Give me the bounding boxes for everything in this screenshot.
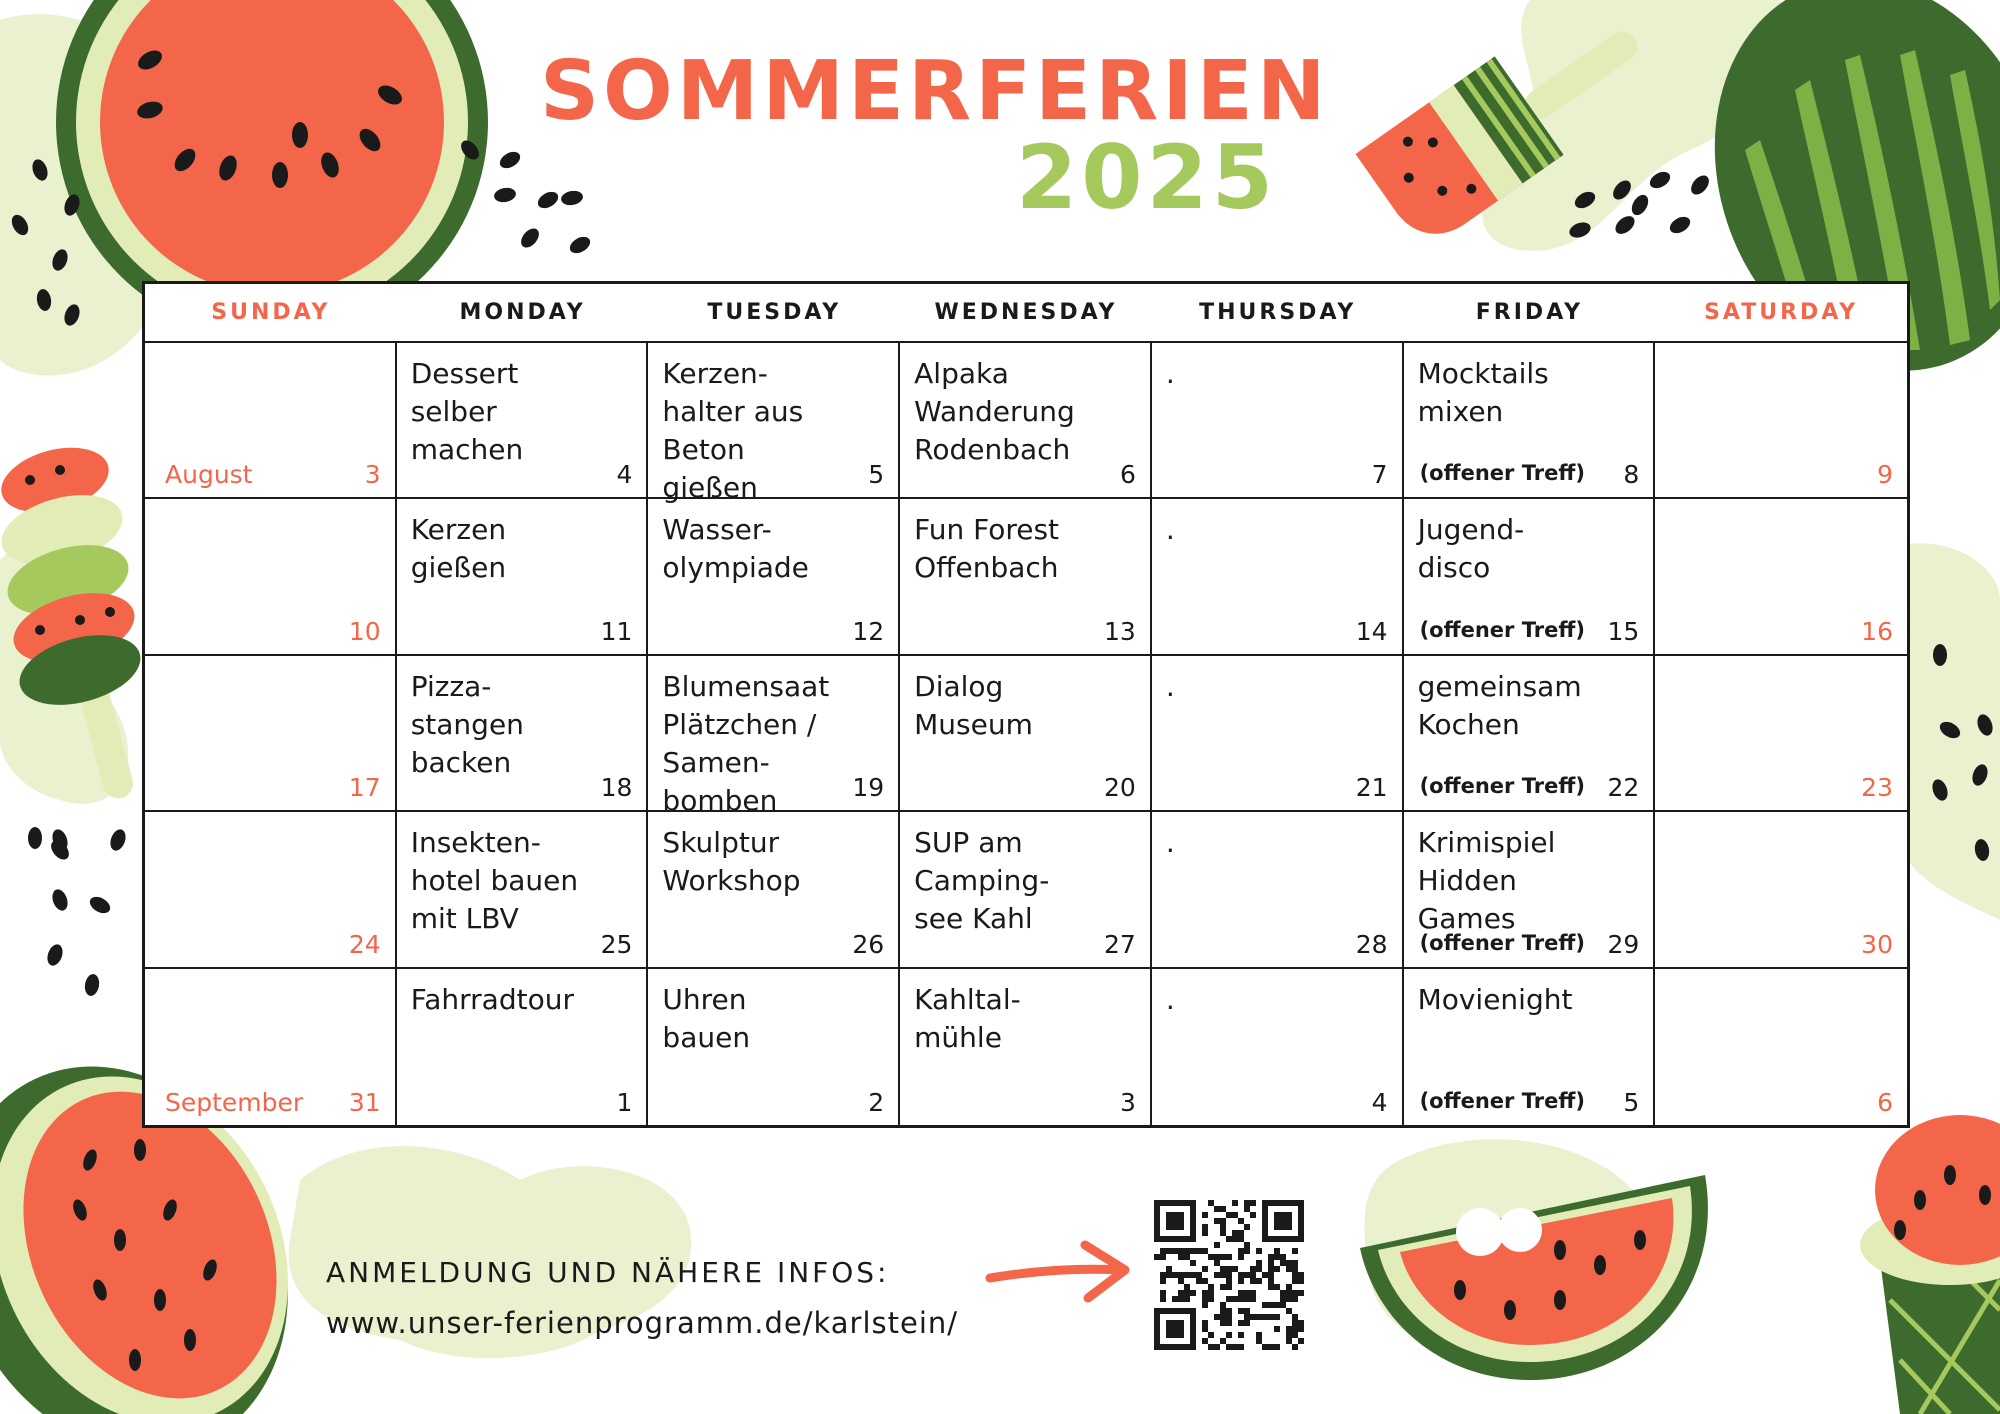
day-number: 22 <box>1607 773 1640 803</box>
day-number: 29 <box>1607 929 1640 959</box>
event-text: . <box>1165 982 1175 1016</box>
event-text: Insekten- hotel bauen mit LBV <box>410 826 579 936</box>
month-label: September <box>165 1087 304 1117</box>
day-number: 13 <box>1104 616 1136 646</box>
page-title: SOMMERFERIEN <box>540 44 1330 139</box>
day-cell <box>1152 343 1404 499</box>
day-cell <box>648 812 900 968</box>
footer-label: ANMELDUNG UND NÄHERE INFOS: <box>326 1256 890 1289</box>
event-text: Mocktails mixen <box>1417 357 1549 428</box>
event-text: Jugend- disco <box>1417 513 1525 585</box>
day-cell <box>145 656 397 812</box>
day-cell <box>648 499 900 655</box>
day-cell <box>1404 499 1656 655</box>
calendar-grid <box>142 281 1910 1128</box>
day-number: 5 <box>868 460 885 490</box>
event-text: Kerzen- halter aus Beton gießen <box>662 357 804 504</box>
event-text: Dialog Museum <box>914 669 1033 741</box>
event-text: Kerzen gießen <box>410 513 507 585</box>
day-number: 27 <box>1104 929 1136 959</box>
day-cell <box>1152 499 1404 655</box>
event-text: Blumensaat Plätzchen / Samen- bomben <box>662 669 830 817</box>
day-number: 11 <box>600 616 633 646</box>
weekday-header: MONDAY <box>397 284 649 343</box>
event-text: Pizza- stangen backen <box>410 669 524 779</box>
event-note: (offener Treff) <box>1419 1088 1585 1113</box>
day-cell <box>1655 812 1907 968</box>
weekday-header: SUNDAY <box>145 284 397 343</box>
day-cell <box>397 969 649 1125</box>
day-number: 24 <box>348 929 381 959</box>
weekday-header: FRIDAY <box>1404 284 1656 343</box>
day-number: 6 <box>1877 1087 1893 1117</box>
event-text: Uhren bauen <box>662 982 751 1054</box>
ice-cream-icon <box>1860 1115 2000 1414</box>
day-number: 19 <box>852 773 885 803</box>
day-number: 7 <box>1371 460 1388 490</box>
event-text: Movienight <box>1417 982 1573 1016</box>
day-cell <box>145 969 397 1125</box>
arrow-icon <box>990 1245 1125 1298</box>
event-text: . <box>1165 513 1175 547</box>
day-number: 21 <box>1355 773 1388 803</box>
day-cell <box>397 812 649 968</box>
event-text: Krimispiel Hidden Games <box>1417 826 1556 936</box>
day-number: 1 <box>616 1087 633 1117</box>
event-text: gemeinsam Kochen <box>1417 669 1582 741</box>
day-number: 23 <box>1861 773 1893 803</box>
event-text: . <box>1165 826 1175 860</box>
day-cell <box>1655 656 1907 812</box>
event-text: Wasser- olympiade <box>662 513 809 585</box>
event-note: (offener Treff) <box>1419 930 1585 955</box>
weekday-header: THURSDAY <box>1152 284 1404 343</box>
day-number: 3 <box>364 460 381 490</box>
day-cell <box>648 969 900 1125</box>
day-number: 28 <box>1355 929 1388 959</box>
day-cell <box>648 656 900 817</box>
day-number: 5 <box>1623 1087 1640 1117</box>
day-cell <box>145 812 397 968</box>
event-note: (offener Treff) <box>1419 774 1585 799</box>
event-text: Kahltal- mühle <box>914 982 1021 1054</box>
event-text: Fun Forest Offenbach <box>914 513 1060 585</box>
day-number: 18 <box>600 773 633 803</box>
day-cell <box>397 343 649 499</box>
event-text: Alpaka Wanderung Rodenbach <box>914 357 1075 466</box>
day-cell <box>397 499 649 655</box>
day-number: 31 <box>348 1087 381 1117</box>
day-number: 6 <box>1119 460 1136 490</box>
day-number: 17 <box>348 773 381 803</box>
day-cell <box>145 343 397 499</box>
day-cell <box>1404 969 1656 1125</box>
footer-url[interactable]: www.unser-ferienprogramm.de/karlstein/ <box>326 1306 959 1340</box>
event-text: SUP am Camping- see Kahl <box>914 826 1050 936</box>
day-number: 2 <box>868 1087 885 1117</box>
day-number: 3 <box>1119 1087 1136 1117</box>
day-number: 4 <box>616 460 633 490</box>
event-text: Fahrradtour <box>410 982 574 1016</box>
day-cell <box>648 343 900 504</box>
weekday-header: WEDNESDAY <box>900 284 1152 343</box>
day-cell <box>900 969 1152 1125</box>
day-cell <box>1655 343 1907 499</box>
weekday-header: SATURDAY <box>1655 284 1907 343</box>
event-note: (offener Treff) <box>1419 461 1585 486</box>
event-text: . <box>1165 357 1175 390</box>
event-text: Dessert selber machen <box>410 357 524 466</box>
day-cell <box>900 656 1152 812</box>
day-number: 16 <box>1861 616 1893 646</box>
month-label: August <box>165 460 253 490</box>
day-number: 12 <box>852 616 885 646</box>
day-cell <box>1152 812 1404 968</box>
day-cell <box>145 499 397 655</box>
page-title-year: 2025 <box>1016 126 1277 229</box>
qr-code-icon[interactable] <box>1154 1200 1304 1350</box>
day-number: 15 <box>1607 616 1640 646</box>
day-number: 30 <box>1861 929 1893 959</box>
day-number: 4 <box>1371 1087 1388 1117</box>
event-text: . <box>1165 669 1175 703</box>
event-note: (offener Treff) <box>1419 617 1585 642</box>
day-cell <box>1404 343 1656 499</box>
day-number: 10 <box>348 616 381 646</box>
day-cell <box>1404 812 1656 968</box>
day-number: 8 <box>1623 460 1640 490</box>
day-cell <box>1404 656 1656 812</box>
weekday-header: TUESDAY <box>648 284 900 343</box>
day-cell <box>1152 656 1404 812</box>
day-cell <box>900 343 1152 499</box>
day-number: 14 <box>1355 616 1388 646</box>
day-cell <box>1655 969 1907 1125</box>
event-text: Skulptur Workshop <box>662 826 801 898</box>
day-cell <box>397 656 649 812</box>
day-cell <box>900 499 1152 655</box>
day-number: 20 <box>1104 773 1136 803</box>
day-cell <box>1655 499 1907 655</box>
day-number: 25 <box>600 929 633 959</box>
day-cell <box>1152 969 1404 1125</box>
day-cell <box>900 812 1152 968</box>
day-number: 26 <box>852 929 885 959</box>
day-number: 9 <box>1877 460 1893 490</box>
